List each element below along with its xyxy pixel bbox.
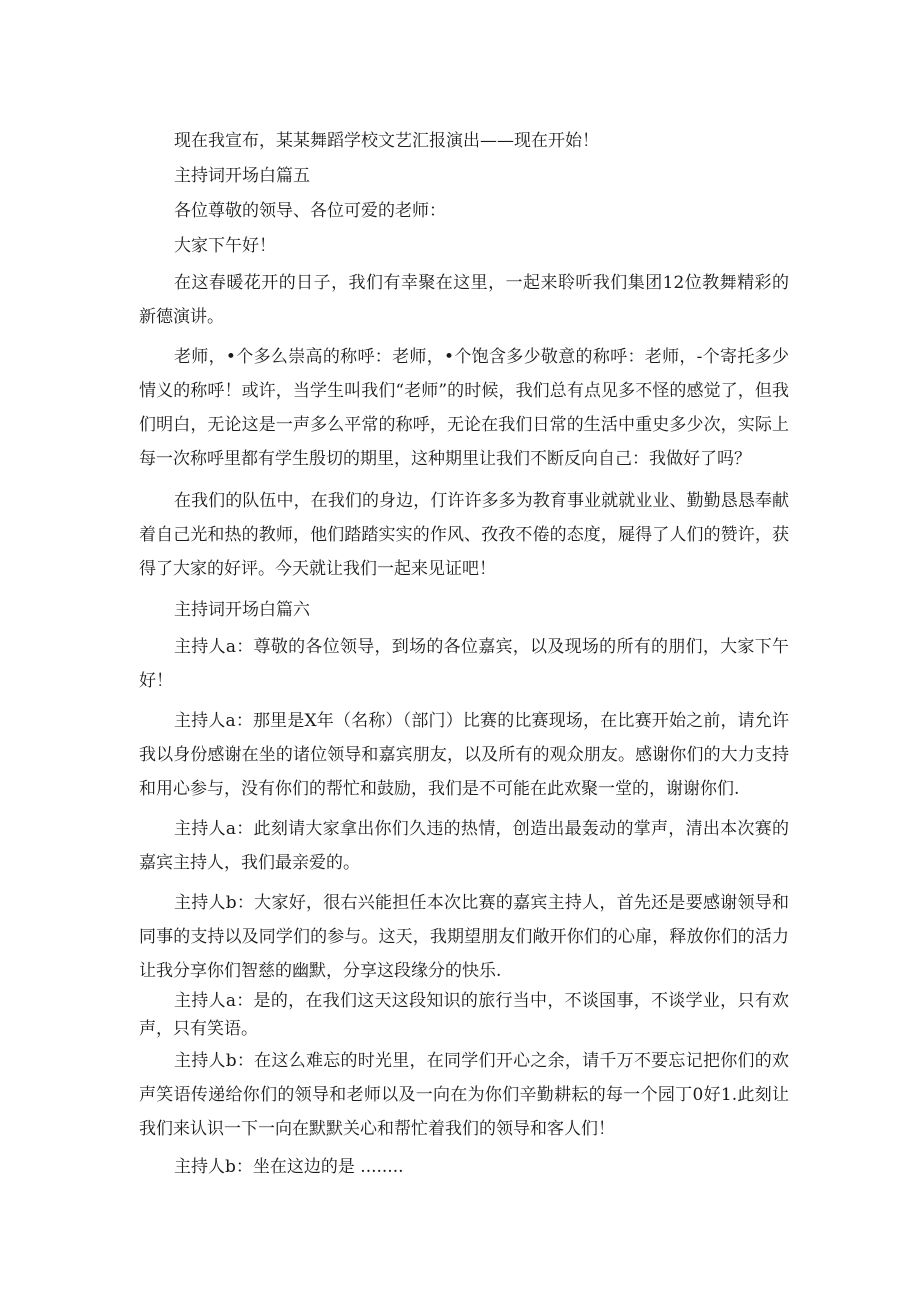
host-b-introduction: 主持人b：坐在这边的是 ........ — [174, 1157, 404, 1177]
salutation: 各位尊敬的领导、各位可爱的老师： — [174, 201, 446, 221]
host-a-applause: 主持人a：此刻请大家拿出你们久违的热情，创造出最轰动的掌声，清出本次赛的嘉宾主持人，我们最亲爱的。 — [139, 819, 789, 873]
host-a-journey: 主持人a：是的，在我们这天这段知识的旅行当中，不谈国事，不谈学业，只有欢声，只有笑语。 — [139, 991, 789, 1039]
greeting: 大家下午好！ — [174, 236, 276, 256]
paragraph-team: 在我们的队伍中，在我们的身边，仃许许多多为教育事业就就业业、勤勤恳恳奉献着自己光和热的教师，他们踏踏实实的作风、孜孜不倦的态度，屣得了人们的赞许，获得了大家的好评。今天就让我们一起来见证吧！ — [139, 491, 789, 579]
section-heading-6: 主持词开场白篇六 — [174, 600, 310, 620]
paragraph-spring: 在这春暖花开的日子，我们有幸聚在这里，一起来聆听我们集团12位教舞精彩的新德演讲。 — [139, 273, 789, 327]
host-b-intro: 主持人b：大家好，很右兴能担任本次比赛的嘉宾主持人，首先还是要感谢领导和同事的支持以及同学们的参与。这天，我期望朋友们敞开你们的心扉，释放你们的活力让我分享你们智慈的幽默，分享这段缘分的快乐. — [139, 893, 789, 981]
section-heading-5: 主持词开场白篇五 — [174, 166, 310, 186]
host-b-gratitude: 主持人b：在这么难忘的时光里，在同学们开心之余，请千万不要忘记把你们的欢声笑语传递给你们的领导和老师以及一向在为你们辛勤耕耘的每一个园丁0好1.此刻让我们来认识一下一向在默默关心和帮忙着我们的领导和客人们！ — [139, 1051, 789, 1139]
host-a-welcome: 主持人a：尊敬的各位领导，到场的各位嘉宾，以及现场的所有的朋们，大家下午好！ — [139, 637, 789, 691]
opening-declaration: 现在我宣布，某某舞蹈学校文艺汇报演出——现在开始！ — [174, 131, 599, 151]
paragraph-teacher-title: 老师，•个多么崇高的称呼：老师，•个饱含多少敬意的称呼：老师，-个寄托多少情义的称呼！或许，当学生叫我们“老师”的时候，我们总有点见多不怪的感觉了，但我们明白，无论这是一声多么平常的称呼，无论在我们日常的生活中重史多少次，实际上每一次称呼里都有学生殷切的期里，这种期里让我们不断反向自己：我做好了吗？ — [139, 347, 789, 469]
host-a-venue: 主持人a：那里是X年（名称）（部门）比赛的比赛现场，在比赛开始之前，请允许我以身份感谢在坐的诸位领导和嘉宾朋友，以及所有的观众朋友。感谢你们的大力支持和用心参与，没有你们的帮忙和鼓励，我们是不可能在此欢聚一堂的，谢谢你们. — [139, 711, 789, 799]
